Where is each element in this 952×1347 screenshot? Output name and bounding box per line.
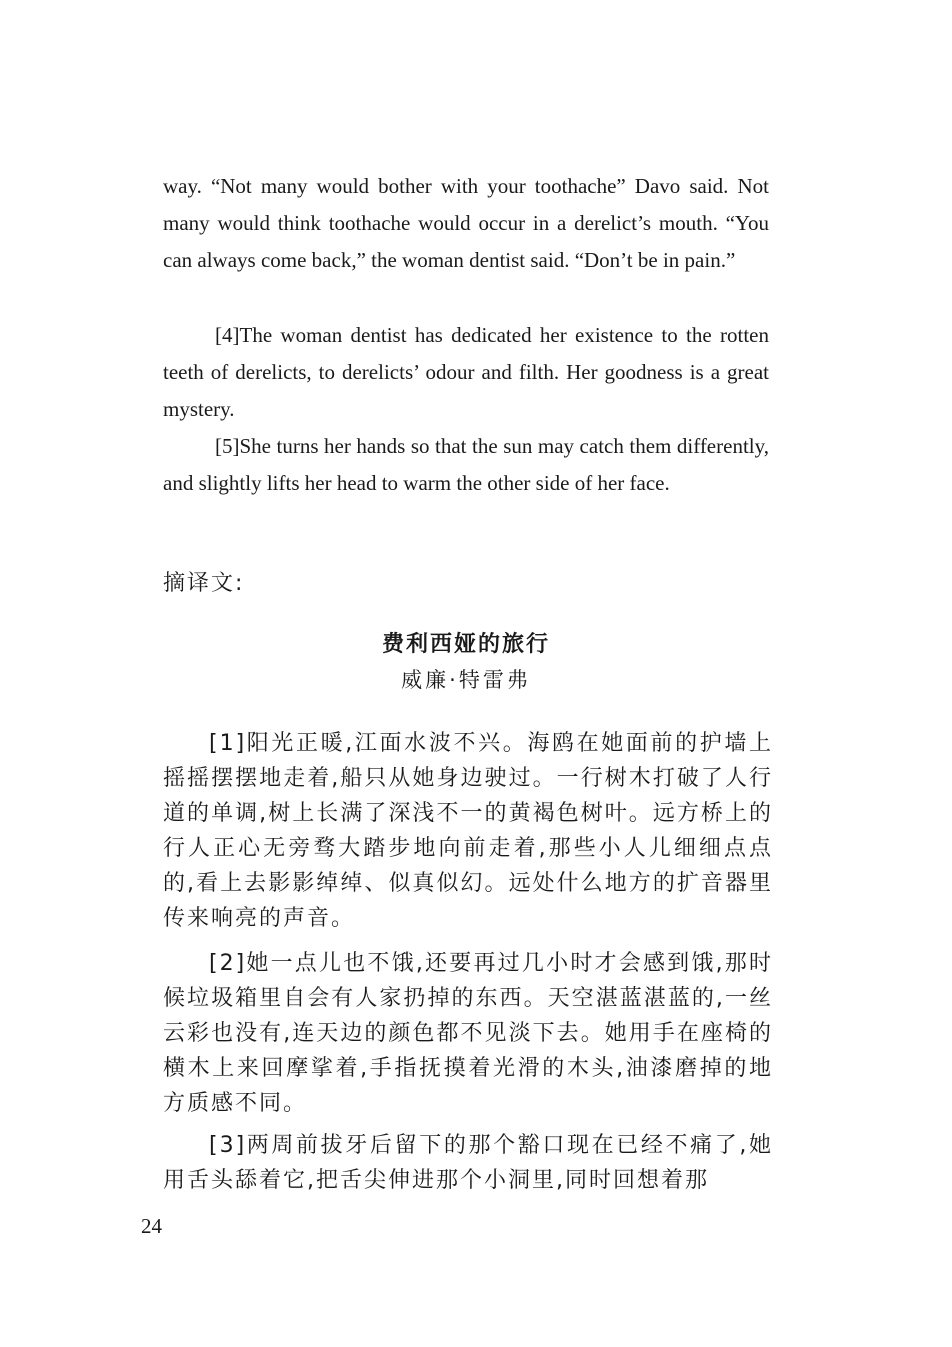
chinese-paragraph-2: [2]她一点儿也不饿,还要再过几小时才会感到饿,那时候垃圾箱里自会有人家扔掉的东西。天空湛蓝湛蓝的,一丝云彩也没有,连天边的颜色都不见淡下去。她用手在座椅的横木上来回摩挲着,手指抚摸着光滑的木头,油漆磨掉的地方质感不同。 xyxy=(163,951,773,1116)
english-paragraph-5: [5]She turns her hands so that the sun may catch them differently, and slightly lifts her head to warm the other side of her face. xyxy=(163,434,769,495)
translation-title: 费利西娅的旅行 xyxy=(381,632,550,657)
chinese-paragraph-3: [3]两周前拔牙后留下的那个豁口现在已经不痛了,她用舌头舔着它,把舌尖伸进那个小洞里,同时回想着那 xyxy=(163,1133,773,1193)
chinese-paragraph-1: [1]阳光正暖,江面水波不兴。海鸥在她面前的护墙上摇摇摆摆地走着,船只从她身边驶过。一行树木打破了人行道的单调,树上长满了深浅不一的黄褐色树叶。远方桥上的行人正心无旁骛大踏步地向前走着,那些小人儿细细点点的,看上去影影绰绰、似真似幻。远处什么地方的扩音器里传来响亮的声音。 xyxy=(163,731,773,931)
translation-author: 威廉·特雷弗 xyxy=(401,668,531,692)
translation-label: 摘译文: xyxy=(163,571,245,596)
page-number: 24 xyxy=(141,1214,162,1238)
english-paragraph-continued: way. “Not many would bother with your toothache” Davo said. Not many would think toothache would occur in a derelict’s mouth. “You can always come back,” the woman dentist said. “Don’t be in pain.” xyxy=(163,174,769,272)
english-paragraph-4: [4]The woman dentist has dedicated her existence to the rotten teeth of derelicts, to derelicts’ odour and filth. Her goodness is a great mystery. xyxy=(163,323,769,421)
